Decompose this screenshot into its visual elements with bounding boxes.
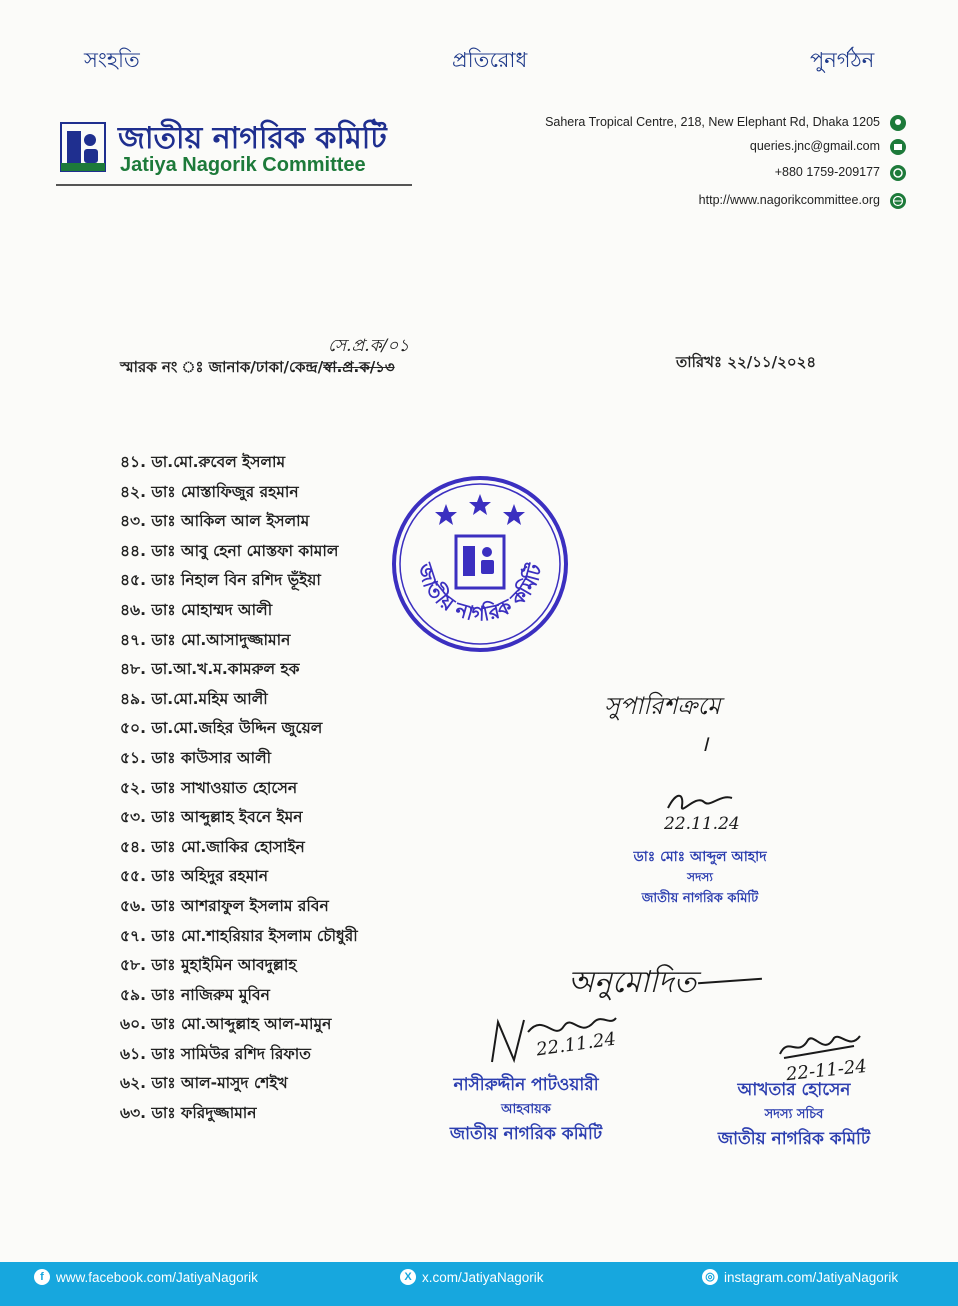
list-item: ৬৩. ডাঃ ফরিদুজ্জামান: [120, 1104, 257, 1123]
contact-website[interactable]: http://www.nagorikcommittee.org: [698, 193, 880, 207]
list-item: ৫৭. ডাঃ মো.শাহরিয়ার ইসলাম চৌধুরী: [120, 926, 358, 945]
x-icon: X: [400, 1269, 416, 1285]
list-item: ৫২. ডাঃ সাখাওয়াত হোসেন: [120, 778, 298, 797]
convener-sign-date: 22.11.24: [534, 1028, 618, 1061]
logo-name-english: Jatiya Nagorik Committee: [120, 154, 366, 176]
whatsapp-icon: [890, 165, 906, 181]
memo-date: তারিখঃ ২২/১১/২০২৪: [676, 353, 817, 371]
svg-text:জাতীয় নাগরিক কমিটি: [412, 559, 547, 625]
convener-name: নাসীরুদ্দীন পাটওয়ারী: [453, 1075, 599, 1095]
list-item: ৪৪. ডাঃ আবু হেনা মোস্তফা কামাল: [120, 541, 339, 560]
seal-text: জাতীয় নাগরিক কমিটি: [412, 560, 547, 626]
list-item: ৫০. ডা.মো.জহির উদ্দিন জুয়েল: [120, 719, 323, 738]
list-item: ৫৯. ডাঃ নাজিরুম মুবিন: [120, 985, 270, 1004]
list-item: ৫১. ডাঃ কাউসার আলী: [120, 748, 272, 767]
list-item: ৪৩. ডাঃ আকিল আল ইসলাম: [120, 512, 310, 531]
instagram-icon: ◎: [702, 1269, 718, 1285]
approval-underline: [698, 978, 762, 984]
recommender-name: ডাঃ মোঃ আব্দুল আহাদ: [633, 849, 767, 865]
logo-name-bangla: জাতীয় নাগরিক কমিটি: [118, 121, 387, 156]
list-item: ৫৬. ডাঃ আশরাফুল ইসলাম রবিন: [120, 896, 329, 915]
secretary-org: জাতীয় নাগরিক কমিটি: [717, 1129, 871, 1149]
recommender-role: সদস্য: [687, 870, 713, 884]
contact-phone[interactable]: +880 1759-209177: [774, 165, 880, 179]
memo-prefix: স্মারক নং ঃ জানাক/ঢাকা/কেন্দ্র/: [120, 358, 324, 376]
x-link[interactable]: x.com/JatiyaNagorik: [422, 1269, 544, 1285]
contact-address: Sahera Tropical Centre, 218, New Elephant Rd, Dhaka 1205: [545, 115, 880, 129]
list-item: ৪৭. ডাঃ মো.আসাদুজ্জামান: [120, 630, 291, 649]
recommender-block: [600, 845, 800, 910]
organization-logo: [56, 112, 416, 188]
header-divider: [56, 184, 412, 186]
recommendation-mark: ।: [700, 732, 709, 757]
list-item: ৬১. ডাঃ সামিউর রশিদ রিফাত: [120, 1044, 311, 1063]
recommender-org: জাতীয় নাগরিক কমিটি: [641, 891, 759, 906]
convener-role: আহবায়ক: [501, 1102, 551, 1117]
list-item: ৪২. ডাঃ মোস্তাফিজুর রহমান: [120, 482, 299, 501]
list-item: ৪৬. ডাঃ মোহাম্মদ আলী: [120, 600, 273, 619]
convener-block: [426, 1072, 626, 1149]
motto-resistance: প্রতিরোধ: [452, 48, 528, 72]
list-item: ৫৫. ডাঃ অহিদুর রহমান: [120, 867, 269, 886]
organization-seal: [390, 474, 570, 654]
facebook-link[interactable]: www.facebook.com/JatiyaNagorik: [56, 1269, 258, 1285]
location-icon: [890, 115, 906, 131]
list-item: ৫৮. ডাঃ মুহাইমিন আবদুল্লাহ: [120, 956, 297, 975]
footer-instagram[interactable]: [702, 1269, 898, 1285]
list-item: ৬০. ডাঃ মো.আব্দুল্লাহ আল-মামুন: [120, 1015, 332, 1034]
approval-note: অনুমোদিত: [568, 965, 697, 1000]
memo-number: [120, 356, 395, 381]
list-item: ৫৪. ডাঃ মো.জাকির হোসাইন: [120, 837, 305, 856]
motto-unity: সংহতি: [84, 48, 140, 72]
motto-reconstruction: পুনর্গঠন: [810, 48, 875, 72]
instagram-link[interactable]: instagram.com/JatiyaNagorik: [724, 1269, 899, 1285]
list-item: ৫৩. ডাঃ আব্দুল্লাহ ইবনে ইমন: [120, 808, 303, 827]
list-item: ৪৮. ডা.আ.খ.ম.কামরুল হক: [120, 660, 300, 679]
member-list: [120, 448, 358, 1129]
recommendation-note: সুপারিশক্রমে: [604, 692, 721, 720]
recommendation-date: 22.11.24: [664, 814, 740, 834]
email-icon: [890, 139, 906, 155]
convener-org: জাতীয় নাগরিক কমিটি: [449, 1124, 603, 1144]
secretary-sign-date: 22-11-24: [785, 1055, 868, 1086]
contact-email[interactable]: queries.jnc@gmail.com: [749, 139, 880, 153]
globe-icon: [890, 193, 906, 209]
list-item: ৬২. ডাঃ আল-মাসুদ শেইখ: [120, 1074, 288, 1093]
memo-struck-part: স্বা.প্র.ক/১৩: [323, 358, 395, 376]
logo-emblem-icon: [60, 122, 106, 172]
footer-facebook[interactable]: [34, 1269, 258, 1285]
list-item: ৪৯. ডা.মো.মহিম আলী: [120, 689, 268, 708]
secretary-block: [694, 1077, 894, 1154]
facebook-icon: f: [34, 1269, 50, 1285]
secretary-role: সদস্য সচিব: [764, 1107, 824, 1122]
memo-handwritten-correction: সে.প্র.ক/০১: [328, 336, 410, 356]
list-item: ৪৫. ডাঃ নিহাল বিন রশিদ ভূঁইয়া: [120, 571, 321, 590]
secretary-name: আখতার হোসেন: [737, 1080, 851, 1100]
footer-x[interactable]: [400, 1269, 544, 1285]
list-item: ৪১. ডা.মো.রুবেল ইসলাম: [120, 453, 286, 471]
